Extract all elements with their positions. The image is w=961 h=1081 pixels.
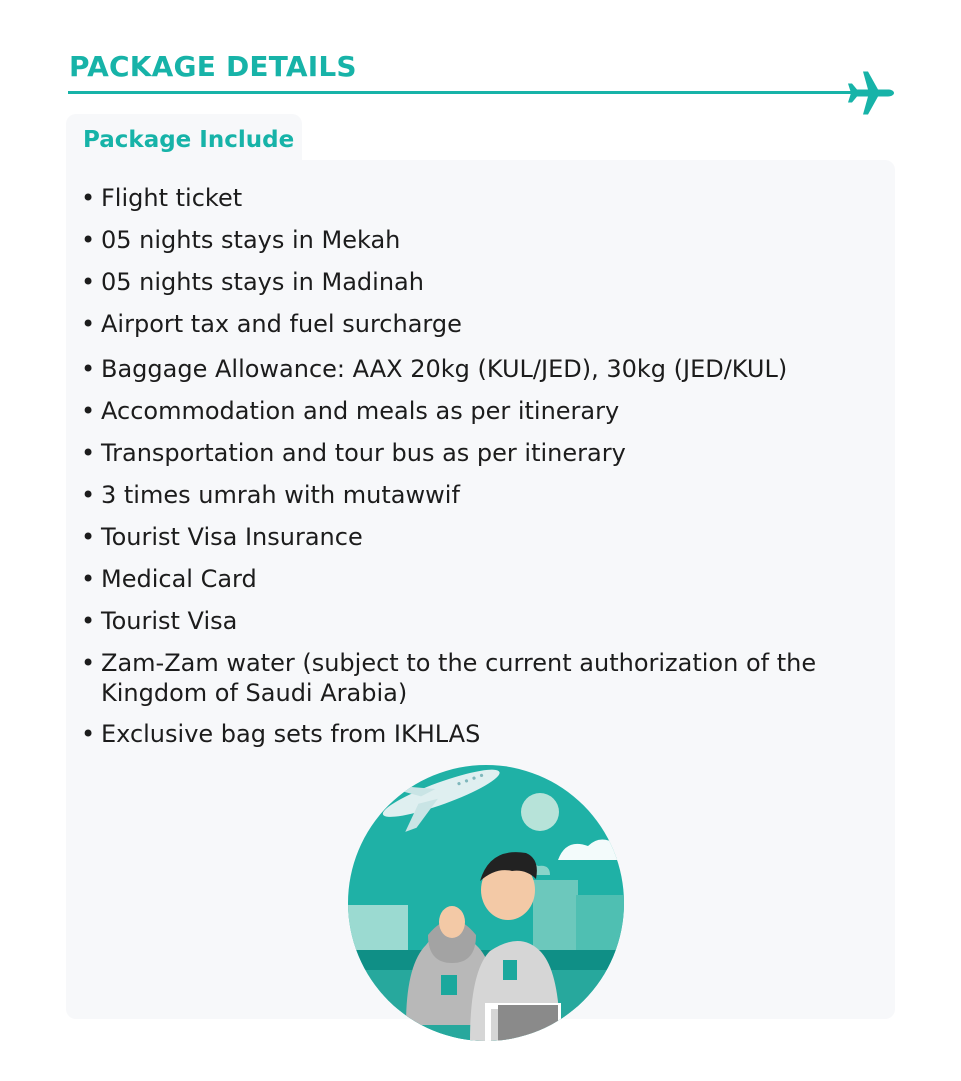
bullet: •: [81, 649, 96, 677]
list-item-text: Zam-Zam water (subject to the current authorization of the Kingdom of Saudi Arabia): [101, 649, 817, 707]
list-item-text: Flight ticket: [101, 184, 243, 212]
title-divider: [68, 91, 858, 94]
airplane-icon: [846, 70, 896, 116]
pilgrims-illustration: [348, 765, 624, 1041]
bullet: •: [81, 226, 96, 254]
list-item-text: Exclusive bag sets from IKHLAS: [101, 720, 481, 748]
bullet: •: [81, 355, 96, 383]
bullet: •: [81, 607, 96, 635]
list-item-text: 3 times umrah with mutawwif: [101, 481, 460, 509]
list-item-text: Tourist Visa Insurance: [101, 523, 363, 551]
bullet: •: [81, 523, 96, 551]
bullet: •: [81, 268, 96, 296]
list-item-text: Medical Card: [101, 565, 257, 593]
list-item-text: Baggage Allowance: AAX 20kg (KUL/JED), 30kg (JED/KUL): [101, 355, 788, 383]
bullet: •: [81, 310, 96, 338]
bullet: •: [81, 184, 96, 212]
bullet: •: [81, 720, 96, 748]
bullet: •: [81, 439, 96, 467]
list-item-text: Airport tax and fuel surcharge: [101, 310, 462, 338]
bullet: •: [81, 481, 96, 509]
tab-label: Package Include: [83, 127, 295, 153]
list-item-text: 05 nights stays in Madinah: [101, 268, 424, 296]
bullet: •: [81, 397, 96, 425]
bullet: •: [81, 565, 96, 593]
list-item-text: Accommodation and meals as per itinerary: [101, 397, 620, 425]
list-item-text: Tourist Visa: [101, 607, 238, 635]
page-title: PACKAGE DETAILS: [69, 50, 357, 83]
list-item-text: 05 nights stays in Mekah: [101, 226, 401, 254]
list-item-text: Transportation and tour bus as per itinerary: [101, 439, 626, 467]
